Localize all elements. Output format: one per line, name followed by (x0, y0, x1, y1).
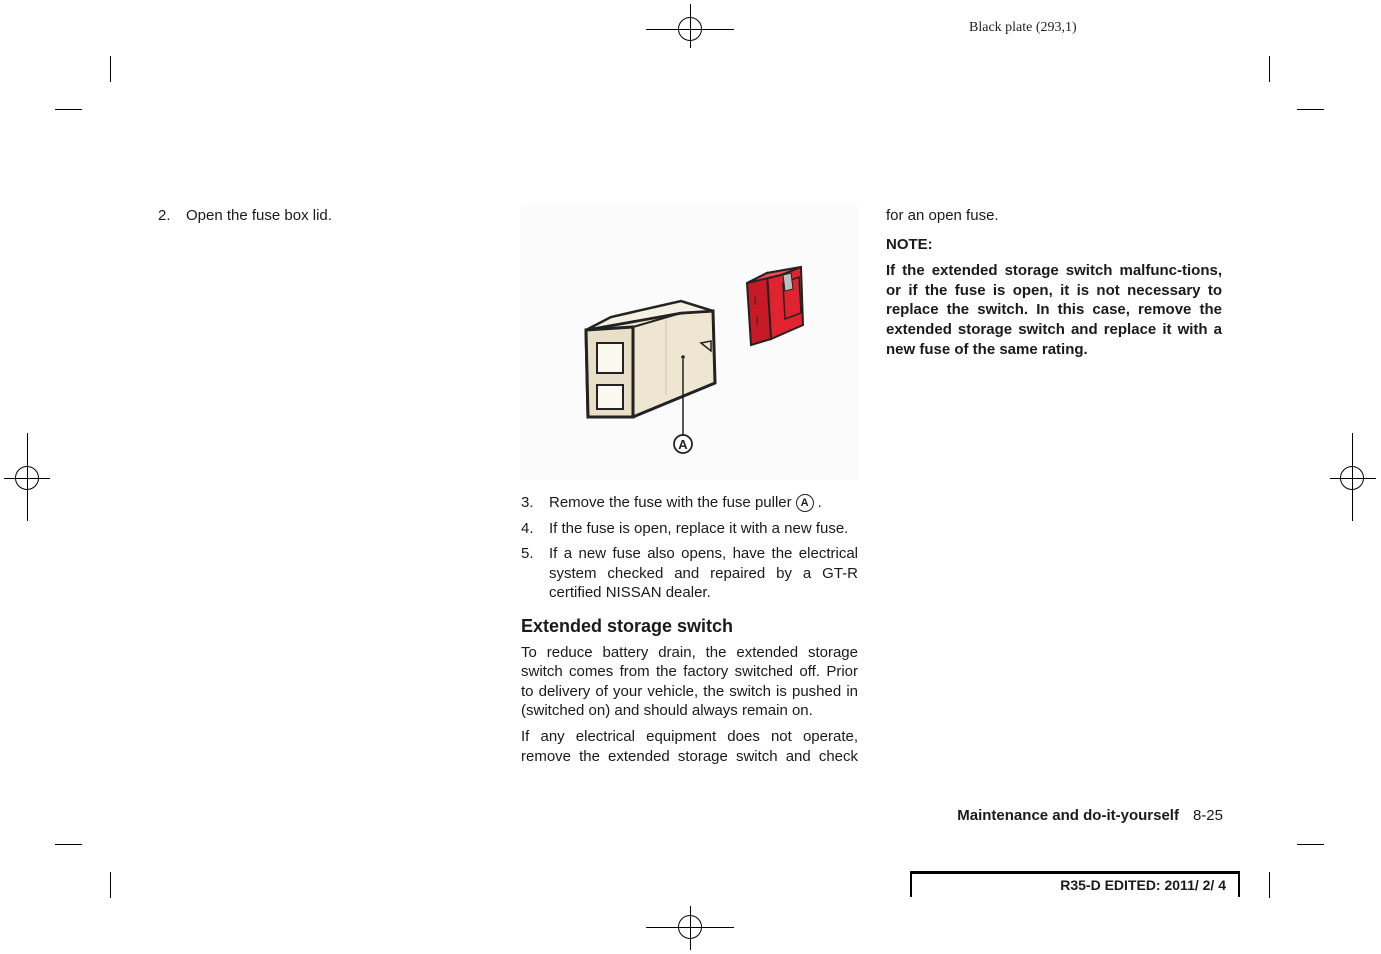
page-footer (957, 807, 1223, 824)
step-text-after: . (817, 494, 822, 511)
step-text: If a new fuse also opens, have the electrical system checked and repaired by a GT-R certified NISSAN dealer. (549, 545, 858, 602)
edited-stamp: R35-D EDITED: 2011/ 2/ 4 (910, 871, 1240, 897)
step-3 (521, 493, 858, 513)
middle-column (521, 493, 858, 772)
callout-label: A (678, 437, 688, 452)
step-text-before: Remove the fuse with the fuse puller (549, 494, 792, 511)
step-text: Open the fuse box lid. (186, 207, 332, 224)
fuse-puller-figure (521, 205, 858, 480)
step-number: 5. (521, 545, 534, 563)
continuation-text: for an open fuse. (886, 207, 999, 224)
step-text: If the fuse is open, replace it with a new fuse. (549, 519, 849, 537)
step-number: 4. (521, 519, 534, 537)
step-text (549, 493, 858, 513)
fuse-puller-illustration (521, 205, 858, 480)
step-4 (521, 519, 858, 539)
section-title: Maintenance and do-it-yourself (957, 807, 1179, 824)
right-column (886, 206, 1222, 359)
plate-label: Black plate (293,1) (969, 20, 1077, 35)
step-5 (521, 544, 858, 603)
step-number: 3. (521, 494, 534, 511)
step-2 (158, 206, 498, 226)
section-heading: Extended storage switch (521, 615, 734, 636)
paragraph-1: To reduce battery drain, the extended storage switch comes from the factory switched off. Prior to delivery of your vehicle, the switch is pushed in (switched on) and should always remain on. (521, 643, 858, 720)
note-body: If the extended storage switch malfunc-tions, or if the fuse is open, it is not necessary to replace the switch. In this case, remove the extended storage switch and replace it with a new fuse of the same rating. (886, 262, 1222, 358)
left-column (158, 206, 498, 232)
page-number: 8-25 (1192, 807, 1223, 824)
paragraph-2: If any electrical equipment does not operate, remove the extended storage switch and check (521, 727, 858, 765)
callout-a-icon: A (796, 494, 814, 512)
step-number: 2. (158, 207, 171, 224)
note-label: NOTE: (886, 235, 933, 253)
